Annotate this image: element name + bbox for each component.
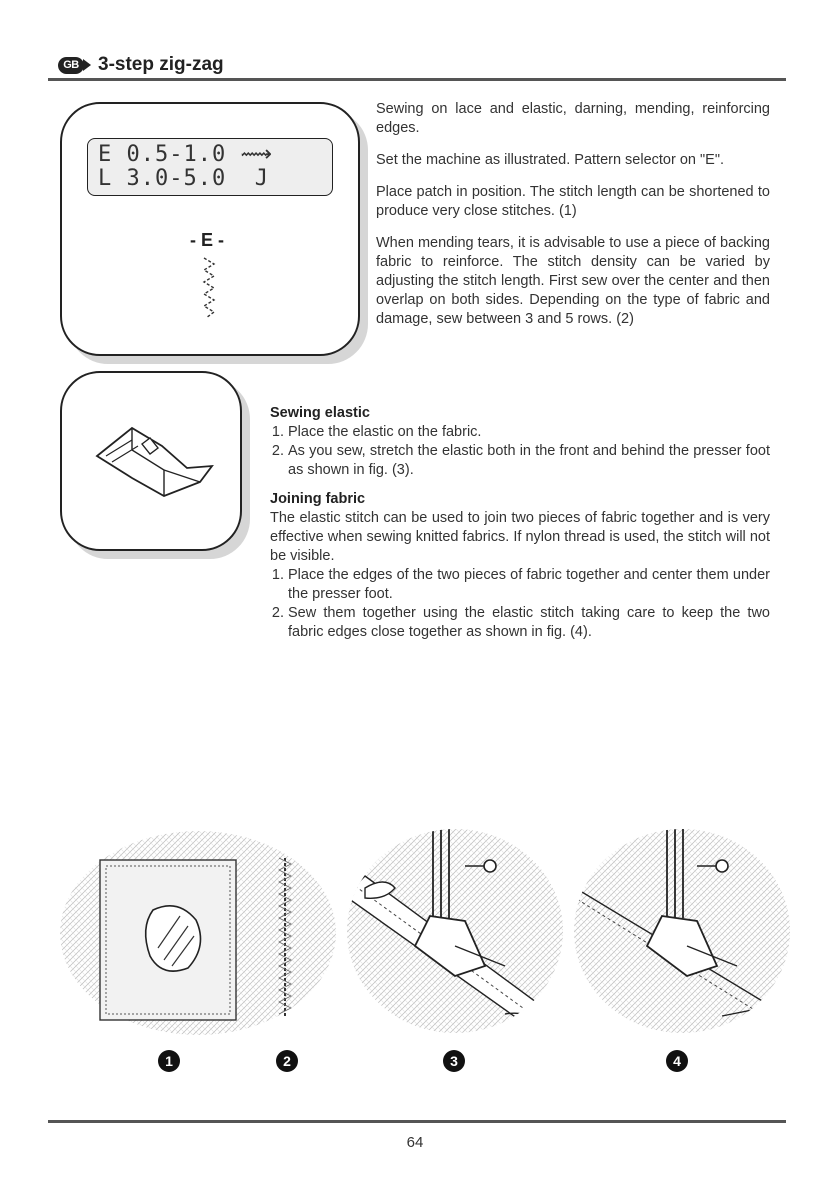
header-rule [48, 78, 786, 81]
list-item: 2. As you sew, stretch the elastic both in the front and behind the presser foot as shown in fig. (3). [288, 442, 770, 480]
sewing-elastic-illustration [345, 826, 565, 1036]
pattern-selector-label: - E - [190, 230, 224, 250]
joining-fabric-heading: Joining fabric [270, 491, 366, 507]
intro-paragraph: When mending tears, it is advisable to use a piece of backing fabric to reinforce. The stitch density can be varied by adjusting the stitch length. First sew over the center and then overlap on both sides. Depending on the type of fabric and damage, sew between 3 and 5 rows. (2) [376, 235, 770, 327]
page-title: 3-step zig-zag [98, 54, 224, 75]
zigzag-stitch-icon [198, 254, 228, 324]
sewing-elastic-steps [270, 423, 770, 480]
figure-number-4: 4 [666, 1050, 688, 1072]
lcd-line-2: L 3.0-5.0 J [98, 166, 269, 191]
figure-number-3: 3 [443, 1050, 465, 1072]
intro-paragraph: Sewing on lace and elastic, darning, mending, reinforcing edges. [376, 101, 770, 136]
sewing-elastic-heading: Sewing elastic [270, 405, 370, 421]
list-item: 2. Sew them together using the elastic stitch taking care to keep the two fabric edges close together as shown in fig. (4). [288, 604, 770, 642]
joining-fabric-illustration [572, 826, 792, 1036]
figure-number-2: 2 [276, 1050, 298, 1072]
patch-darning-illustration [58, 828, 338, 1038]
list-item: 1. Place the edges of the two pieces of fabric together and center them under the presser foot. [288, 566, 770, 604]
presser-foot-icon [92, 418, 217, 508]
figure-number-1: 1 [158, 1050, 180, 1072]
gb-language-badge: GB [58, 57, 84, 74]
page-number: 64 [406, 1134, 424, 1151]
page-header [58, 50, 224, 80]
settings-panel [60, 102, 360, 356]
joining-fabric-steps [270, 566, 770, 642]
presser-foot-panel [60, 371, 242, 551]
list-item: 1. Place the elastic on the fabric. [288, 423, 770, 442]
intro-paragraph: Place patch in position. The stitch length can be shortened to produce very close stitches. (1) [376, 184, 770, 219]
badge-arrow-icon [83, 59, 91, 71]
joining-fabric-text: The elastic stitch can be used to join two pieces of fabric together and is very effective when sewing knitted fabrics. If nylon thread is used, the stitch will not be visible. [270, 510, 770, 564]
lcd-line-1: E 0.5-1.0 ⟿ [98, 142, 273, 167]
instructions-text [270, 404, 770, 652]
lcd-display [87, 138, 333, 196]
intro-paragraph: Set the machine as illustrated. Pattern selector on "E". [376, 152, 724, 168]
intro-text [376, 100, 770, 342]
footer-rule [48, 1120, 786, 1123]
